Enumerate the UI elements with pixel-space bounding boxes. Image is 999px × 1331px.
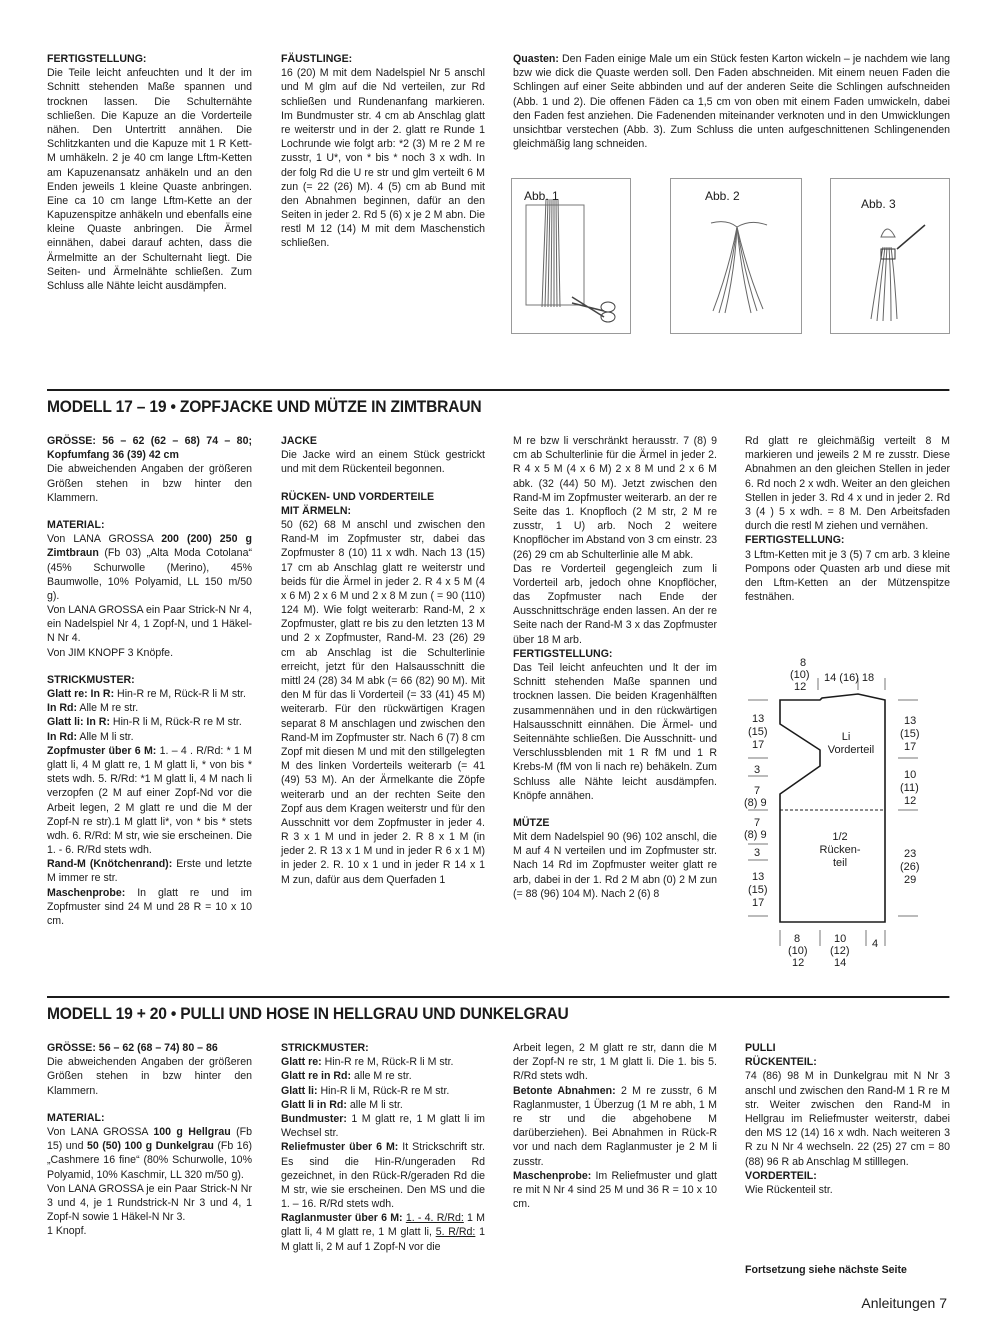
- s2-s4-label: Glatt li in Rd:: [281, 1098, 347, 1111]
- tassels-text: Den Faden einige Male um ein Stück festen Karton wickeln – je nachdem wie lang bzw wie dick die Quaste werden soll. Den Faden abschneiden. Mit einem neuen Faden die Schlingen auf einer Seite abbinden und auf der anderen Seite die Schlingen aufschneiden (Abb. 1 und 2). Die offenen Fäden ca 1,5 cm von oben mit einem Faden umwickeln, dabei den Faden fest anziehen. Die Fadenenden miteinander verknoten und in den Umwicklungen unsichtbar verstechen (Abb. 3). Zum Schluss die unten aufgeschnittenen Schlingenenden gleichmäßig lang schneiden.: [513, 53, 950, 151]
- s1-c4-finishing-label: FERTIGSTELLUNG:: [745, 534, 845, 547]
- s1-p3-text: Hin-R li M, Rück-R re M str.: [109, 716, 242, 729]
- s1-material-yarn: 200 (200) 250 g Zimtbraun: [47, 533, 252, 560]
- sch-right-1-c: 17: [904, 741, 917, 753]
- sch-right-2-a: 10: [904, 769, 917, 781]
- continued-note: Fortsetzung siehe nächste Seite: [745, 1264, 907, 1276]
- s1-material-label: MATERIAL:: [47, 518, 105, 531]
- section-2-column-4: [745, 1041, 950, 1197]
- s1-material-text: Von LANA GROSSA: [47, 533, 162, 546]
- sch-left-1-a: 13: [752, 713, 765, 725]
- sch-bottom-c: 4: [872, 938, 879, 950]
- sch-left-1-c: 17: [752, 739, 765, 751]
- s2-s5-text: 1 M glatt re, 1 M glatt li im Wechsel str.: [281, 1112, 485, 1140]
- section-2-title: MODELL 19 + 20 • PULLI UND HOSE IN HELLGRAU UND DUNKELGRAU: [47, 996, 949, 1024]
- s2-s3-label: Glatt li:: [281, 1084, 318, 1097]
- finishing-text: Die Teile leicht anfeuchten und lt der im Schnitt stehenden Maße spannen und trocknen lassen. Die Schulternähte schließen. Die Kapuze an die Vorderteile nähen. Den Untertritt annähen. Die Schlitzkanten und die Kapuze mit 1 R Kett-M umhäkeln. 2 je 40 cm lange Lftm-Ketten am Kapuzenansatz anhäkeln und an den Enden jeweils 1 kleine Quaste anbringen. Eine ca 10 cm lange Lftm-Kette an der Kapuzenspitze anhäkeln und ebenfalls eine kleine Quaste anbringen. Die Ärmel einnähen, dabei darauf achten, dass die Ärmelmitte an der Schulternaht liegt. Die Seiten- und Ärmelnähte schließen. Zum Schluss alle Nähte leicht ausdämpfen.: [47, 67, 252, 292]
- figure-2-label: Abb. 2: [705, 189, 740, 203]
- sch-right-2-c: 12: [904, 795, 917, 807]
- figure-3-label: Abb. 3: [861, 197, 896, 211]
- tassels-heading: Quasten:: [513, 53, 559, 65]
- sch-left-6-c: 17: [752, 897, 765, 909]
- s1-p4-text: Alle M li str.: [77, 730, 134, 743]
- s2-material-a: Von LANA GROSSA: [47, 1125, 154, 1138]
- s1-p7-label: Maschenprobe:: [47, 886, 126, 899]
- s1-p2-label: In Rd:: [47, 702, 78, 715]
- s2-front-label: VORDERTEIL:: [745, 1169, 817, 1182]
- section-1-title: MODELL 17 – 19 • ZOPFJACKE UND MÜTZE IN ZIMTBRAUN: [47, 389, 949, 417]
- figure-2: [670, 178, 802, 334]
- sch-right-3-a: 23: [904, 848, 917, 860]
- s1-jacke-text: Die Jacke wird an einem Stück gestrickt und mit dem Rückenteil begonnen.: [281, 449, 485, 476]
- s2-back-label: RÜCKENTEIL:: [745, 1056, 817, 1069]
- s1-rv-label-2: MIT ÄRMELN:: [281, 504, 352, 517]
- page-footer: Anleitungen 7: [861, 1295, 947, 1311]
- s2-material-light: 100 g Hellgrau: [153, 1125, 231, 1138]
- sch-right-2-b: (11): [900, 782, 919, 794]
- s2-pattern-label: STRICKMUSTER:: [281, 1042, 369, 1054]
- sch-bottom-b-2: (12): [830, 945, 850, 957]
- section-2-column-1: [47, 1041, 252, 1238]
- sch-bottom-a-3: 12: [792, 957, 805, 969]
- cardigan-schematic: [740, 654, 955, 974]
- s2-s3-text: Hin-R li M, Rück-R re M str.: [317, 1084, 450, 1097]
- s1-material-text-2: (Fb 03) „Alta Moda Cotolana“ (45% Schurwolle (Merino), 45% Baumwolle, 10% Polyamid, LL 150 m/50 g).: [47, 547, 252, 602]
- s2-s7-rows-2: 5. R/Rd:: [435, 1226, 476, 1239]
- s2-s6-text: It Strickschrift str. Es sind die Hin-R/ungeraden Rd gezeichnet, in den Rück-R/geraden Rd die M str, wie sie erscheinen. Den MS und die 1. – 16. R/Rd stets wdh.: [281, 1141, 485, 1211]
- s1-p1-text: Hin-R re M, Rück-R li M str.: [114, 688, 246, 700]
- sch-right-1-a: 13: [904, 715, 917, 727]
- s1-p2-text: Alle M re str.: [77, 702, 139, 715]
- s2-s2-text: alle M re str.: [351, 1070, 412, 1083]
- sch-left-4-b: (8) 9: [744, 829, 767, 841]
- s1-c4-finishing-text: 3 Lftm-Ketten mit je 3 (5) 7 cm arb. 3 kleine Pompons oder Quasten arb und diese mit den Lftm-Ketten an der Mützenspitze festnähen.: [745, 548, 950, 604]
- figure-1: [511, 178, 631, 334]
- figure-3: [830, 178, 950, 334]
- sch-right-3-c: 29: [904, 874, 917, 886]
- sch-back-3: teil: [832, 857, 848, 869]
- s2-material-c: (Fb 15) und: [47, 1125, 252, 1153]
- s1-p6-text: Erste und letzte M immer re str.: [47, 858, 252, 885]
- s1-hat-label: MÜTZE: [513, 816, 550, 829]
- s2-size-text: Die abweichenden Angaben der größeren Größen stehen in bzw hinter den Klammern.: [47, 1056, 252, 1097]
- sch-left-3-b: (8) 9: [744, 797, 767, 809]
- figure-1-label: Abb. 1: [524, 189, 559, 203]
- s1-material-buttons: Von JIM KNOPF 3 Knöpfe.: [47, 646, 174, 659]
- section-2-column-3: [513, 1041, 717, 1211]
- s2-size-label: GRÖSSE: 56 – 62 (68 – 74) 80 – 86: [47, 1042, 218, 1054]
- s2-s2-label: Glatt re in Rd:: [281, 1070, 352, 1083]
- s1-c3-text-1: M re bzw li verschränkt herausstr. 7 (8) 9 cm ab Schulterlinie für die Ärmel in jeder 2. R 4 x 5 M (4 x 6 M) 2 x 8 M und 2 x 6 M abk. (32 (44) 50 M). Jetzt zwischen den Rand-M im Zopfmuster weiterarb. an der re Seite das 1. Knopfloch (2 M str, 2 M re zusstr, 1 U) arb. Noch 2 weitere Knopflöcher im Abstand von 3 cm einstr. 23 (26) 29 cm ab Schulterlinie alle M abk.: [513, 435, 717, 561]
- schematic-outline: [780, 694, 885, 922]
- s1-p5-text: 1. – 4 . R/Rd: * 1 M glatt li, 4 M glatt re, 1 M glatt li, * von bis * stets wdh. 5. R/Rd: *1 M glatt li, 4 M nach li verzopfen (2 M auf einer Zopf-Nd vor die Arbeit legen, 2 M glatt re und die M der Zopf-N re str).1 M glatt li*, von * bis * stets wdh. 6. R/Rd: M str, wie sie erscheinen. Die 1. - 6. R/Rd stets wdh.: [47, 744, 253, 857]
- sch-back-1: 1/2: [832, 831, 848, 843]
- sch-back-2: Rücken-: [819, 844, 861, 856]
- mittens-heading: FÄUSTLINGE:: [281, 53, 353, 65]
- sch-front-1: Li: [841, 731, 851, 743]
- s2-s7-rows-1: 1. - 4. R/Rd:: [405, 1212, 464, 1225]
- s1-c3-finishing-text: Das Teil leicht anfeuchten und lt der im Schnitt stehenden Maße spannen und trocknen lassen. Die beiden Kragenhälften zusammennähen und in den rückwärtigen Halsausschnitt einnähen. Die Ärmel- und Seitennähte schließen. Die Ausschnitt- und Verschlussblenden mit 1 R fM und 1 R Krebs-M (fM von li nach re) behäkeln. Zum Schluss alle Nähte leicht ausdämpfen. Knöpfe annähen.: [513, 662, 717, 802]
- sch-bottom-a-2: (10): [788, 945, 808, 957]
- s1-p7-text: In glatt re und im Zopfmuster sind 24 M und 28 R = 10 x 10 cm.: [47, 886, 252, 927]
- sch-top-b: 14 (16) 18: [824, 672, 875, 684]
- s1-rv-text: 50 (62) 68 M anschl und zwischen den Rand-M im Zopfmuster str, dabei das Zopfmuster 8 (10) 11 x wdh. Nach 13 (15) 17 cm ab Anschlag glatt re weiterstr und beids für die Ärmel in jeder 2. R 4 x 5 M (4 x 6 M) 2 x 6 M und 2 x 8 M zun ( = 90 (110) 124 M). Wie folgt weiterarb: Rand-M, 2 x Zopfmuster, glatt re bis zu den letzten 13 M und 2 x Zopfmuster, Rand-M. 23 (26) 29 cm ab Anschlag ist die Schulterlinie erreicht, jetzt für den Halsausschnitt die mittl 24 (28) 34 M abk (= 66 (82) 90 M). Mit den M für das li Vorderteil (= 33 (41) 45 M) weiterarb. Für den rückwärtigen Kragen separat 8 M anschlagen und zwischen den Rand-M im Zopfmuster str. Nach 6 (7) 8 cm Zopf mit diesen M und mit den stillgelegten M des linken Vorderteils weiterarb (= 41 (49) 53 M). An der Ärmelkante die Zöpfe weiterarb und an der rechten Seite den Zopf aus dem Kragen weiterstr und für den Ausschnitt vor dem Zopfmuster in jeder 4. R 3 x 1 M und in jeder 2. R 8 x 1 M (in jeder 2. R 13 x 1 M und in jeder R 6 x 1 M) in jeder 2. R. 10 x 1 und in jeder R 14 x 1 M zun, dafür aus dem Querfaden 1: [281, 518, 485, 886]
- s2-s1-label: Glatt re:: [281, 1056, 322, 1069]
- s2-s7-label: Raglanmuster über 6 M:: [281, 1212, 403, 1225]
- s2-s4-text: alle M li str.: [346, 1098, 403, 1111]
- s1-size-label: GRÖSSE: 56 – 62 (62 – 68) 74 – 80; Kopfumfang 36 (39) 42 cm: [47, 435, 252, 462]
- sch-bottom-b-3: 14: [834, 957, 847, 969]
- section-1-column-2: [281, 434, 485, 887]
- s2-c3-text-1: Arbeit legen, 2 M glatt re str, dann die M der Zopf-N re str, 1 M glatt li. Die 1. bis 5. R/Rd stets wdh.: [513, 1042, 717, 1083]
- s2-s1-text: Hin-R re M, Rück-R li M str.: [321, 1056, 454, 1069]
- s2-material-dark: 50 (50) 100 g Dunkelgrau: [86, 1140, 214, 1153]
- s2-gauge-text: Im Reliefmuster und glatt re mit N Nr 4 sind 25 M und 36 R = 10 x 10 cm.: [513, 1169, 717, 1211]
- mittens-column: [281, 52, 485, 251]
- s2-material-e: (Fb 16) „Cashmere 16 fine“ (80% Schurwolle, 10% Polyamid, 10% Kaschmir, LL 320 m/50 g).: [47, 1140, 252, 1181]
- s2-s7-text-1: 1 M glatt li, 4 M glatt re, 1 M glatt li,: [281, 1212, 486, 1239]
- sch-left-3-a: 7: [754, 785, 761, 797]
- s2-decrease-label: Betonte Abnahmen:: [513, 1084, 616, 1097]
- section-1-column-4: [745, 434, 950, 604]
- sch-top-a-3: 12: [794, 681, 807, 693]
- s1-p3-label: Glatt li: In R:: [47, 716, 110, 729]
- s2-s7-text-2: 1 M glatt li, 2 M auf 1 Zopf-N vor die: [281, 1226, 486, 1253]
- sch-right-1-b: (15): [900, 728, 920, 740]
- s1-c4-text-1: Rd glatt re gleichmäßig verteilt 8 M markieren und jeweils 2 M re zusstr. Diese Abnahmen an den gleichen Stellen in jeder 6. Rd noch 2 x wdh. Weiter an den gleichen Stellen in jeder 3. Rd 4 x und in jeder 2. Rd 3 (4 ) 5 x wdh. = 8 M. Den Arbeitsfaden durch die restl M ziehen und vernähen.: [745, 435, 950, 533]
- s1-p1-label: Glatt re: In R:: [47, 688, 115, 700]
- tassels-column: [513, 52, 950, 151]
- s2-pulli-label: PULLI: [745, 1042, 776, 1054]
- sch-left-6-a: 13: [752, 871, 765, 883]
- s1-pattern-label: STRICKMUSTER:: [47, 673, 135, 686]
- finishing-heading: FERTIGSTELLUNG:: [47, 53, 147, 65]
- s2-decrease-text: 2 M re zusstr, 6 M Raglanmuster, 1 Überzug (1 M re abh, 1 M re str und die abgehobene M darüberziehen). Bei Abnahmen in Rück-R vor und nach dem Raglanmuster je 2 M li zusstr.: [513, 1084, 717, 1168]
- sch-right-3-b: (26): [900, 861, 920, 873]
- section-1-column-1: [47, 434, 252, 928]
- sch-top-a-1: 8: [800, 657, 807, 669]
- s2-material-button: 1 Knopf.: [47, 1225, 87, 1238]
- sch-left-6-b: (15): [748, 884, 768, 896]
- continued-note-wrap: [745, 1263, 950, 1277]
- sch-left-2: 3: [754, 764, 761, 776]
- s1-hat-text: Mit dem Nadelspiel 90 (96) 102 anschl, die M auf 4 N verteilen und im Zopfmuster str. Nach 14 Rd im Zopfmuster weiter glatt re arb, dabei in der 1. Rd 2 M abn (0) 2 M zun (= 88 (96) 104 M). Nach 2 (6) 8: [513, 831, 717, 900]
- s2-material-label: MATERIAL:: [47, 1111, 105, 1124]
- s2-s6-label: Reliefmuster über 6 M:: [281, 1141, 399, 1154]
- s1-c3-text-2: Das re Vorderteil gegengleich zum li Vorderteil arb, jedoch ohne Knopflöcher, das Zopfmuster nach Ende der Ausschnittschräge enden lassen. An der re Seite nach der Rand-M 3 x das Zopfmuster über 18 M arb.: [513, 562, 717, 646]
- sch-bottom-b-1: 10: [834, 933, 847, 945]
- sch-top-a-2: (10): [790, 669, 810, 681]
- s2-back-text: 74 (86) 98 M in Dunkelgrau mit N Nr 3 anschl und zwischen den Rand-M 1 R re M str. Weiter zwischen den Rand-M in Hellgrau im Reliefmuster weiterstr, dabei den MS 12 (14) 16 x wdh. Nach weiteren 3 R zu N Nr 4 wechseln. 22 (25) 27 cm = 80 (88) 96 R ab Anschlag M stilllegen.: [745, 1070, 950, 1168]
- s1-material-needles: Von LANA GROSSA ein Paar Strick-N Nr 4, ein Nadelspiel Nr 4, 1 Zopf-N, und 1 Häkel-N Nr 4.: [47, 604, 252, 645]
- section-1-column-3: [513, 434, 717, 901]
- mittens-text: 16 (20) M mit dem Nadelspiel Nr 5 anschl und M glm auf die Nd verteilen, zur Rd schließen und Rundenanfang markieren. Im Bundmuster str. 4 cm ab Anschlag glatt re weiterstr und in der 2. glatt re Runde 1 Lochrunde wie folgt arb: *2 (3) M re 2 M re zusstr, 1 U*, von * bis * noch 3 x wdh. In der folg Rd die U re str und glm verteilt 6 M zun (= 22 (26) M). 4 (5) cm ab Bund mit den Abnahmen beginnen, dafür an den Seiten in jeder 2. Rd 5 (6) x je 2 M abn. Die restl M 12 (14) M mit dem Maschenstich schließen.: [281, 67, 485, 250]
- sch-left-4-a: 7: [754, 817, 761, 829]
- section-2-column-2: [281, 1041, 485, 1254]
- s1-p6-label: Rand-M (Knötchenrand):: [47, 858, 173, 871]
- sch-left-5: 3: [754, 847, 761, 859]
- s1-c3-finishing-label: FERTIGSTELLUNG:: [513, 647, 613, 660]
- s1-jacke-label: JACKE: [281, 435, 317, 447]
- s2-s5-label: Bundmuster:: [281, 1112, 347, 1125]
- s2-front-text: Wie Rückenteil str.: [745, 1183, 833, 1196]
- s1-p5-label: Zopfmuster über 6 M:: [47, 744, 157, 757]
- s2-material-needles: Von LANA GROSSA je ein Paar Strick-N Nr 3 und 4, je 1 Rundstrick-N Nr 3 und 4, 1 Zopf-N sowie 1 Häkel-N Nr 3.: [47, 1182, 252, 1224]
- s2-gauge-label: Maschenprobe:: [513, 1169, 592, 1182]
- sch-front-2: Vorderteil: [827, 744, 875, 756]
- sch-bottom-a-1: 8: [794, 933, 801, 945]
- sch-left-1-b: (15): [748, 726, 768, 738]
- s1-size-text: Die abweichenden Angaben der größeren Größen stehen in bzw hinter den Klammern.: [47, 463, 252, 504]
- s1-p4-label: In Rd:: [47, 730, 78, 743]
- finishing-column: [47, 52, 252, 293]
- s1-rv-label-1: RÜCKEN- UND VORDERTEILE: [281, 490, 435, 503]
